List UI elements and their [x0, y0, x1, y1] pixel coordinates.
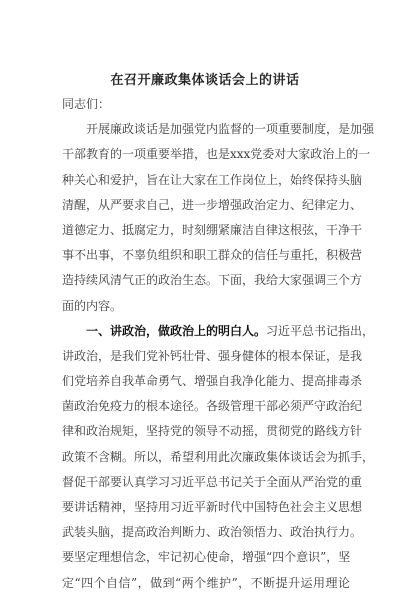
section-line: 律和政治规矩，坚持党的领导不动摇，贯彻党的路线方针: [62, 424, 363, 439]
section-heading: 一、讲政治，做政治上的明白人。: [62, 323, 267, 338]
paragraph-line: 种关心和爱护，旨在让大家在工作岗位上，始终保持头脑: [62, 172, 363, 187]
section-line: 们党培养自我革命勇气、增强自我净化能力、提高排毒杀: [62, 374, 363, 389]
paragraph-line: 造持续风清气正的政治生态。下面，我给大家强调三个方: [62, 273, 363, 288]
section-line: 要坚定理想信念，牢记初心使命，增强“四个意识”，坚: [62, 550, 351, 565]
document-body: [62, 92, 375, 596]
section-heading-line: [62, 319, 375, 344]
paragraph-line: 事不出事，不辜负组织和职工群众的信任与重托，积极营: [62, 248, 363, 263]
section-line: 武装头脑，提高政治判断力、政治领悟力、政治执行力。: [62, 525, 363, 540]
section-line: 督促干部要认真学习习近平总书记关于全面从严治党的重: [62, 474, 363, 489]
section-line: 菌政治免疫力的根本途径。各级管理干部必须严守政治纪: [62, 399, 363, 414]
section-line: 讲政治，是我们党补钙壮骨、强身健体的根本保证，是我: [62, 348, 363, 363]
document-title: 在召开廉政集体谈话会上的讲话: [110, 73, 300, 88]
section-line: 要讲话精神，坚持用习近平新时代中国特色社会主义思想: [62, 500, 363, 514]
paragraph-line: 开展廉政谈话是加强党内监督的一项重要制度，是加强: [62, 122, 375, 137]
paragraph-line: 清醒，从严要求自己，进一步增强政治定力、纪律定力、: [62, 197, 363, 212]
paragraph-line: 道德定力、抵腐定力，时刻绷紧廉洁自律这根弦，干净干: [62, 222, 363, 237]
paragraph-line: 面的内容。: [62, 298, 123, 313]
salutation: 同志们：: [62, 97, 111, 111]
section-line: 政策不含糊。所以，希望利用此次廉政集体谈话会为抓手，: [62, 449, 375, 464]
paragraph-line: 干部教育的一项重要举措，也是xxx党委对大家政治上的一: [62, 147, 371, 162]
section-heading-tail: 习近平总书记指出，: [266, 323, 375, 338]
section-line: 定“四个自信”，做到“两个维护”，不断提升运用理论: [62, 575, 350, 590]
